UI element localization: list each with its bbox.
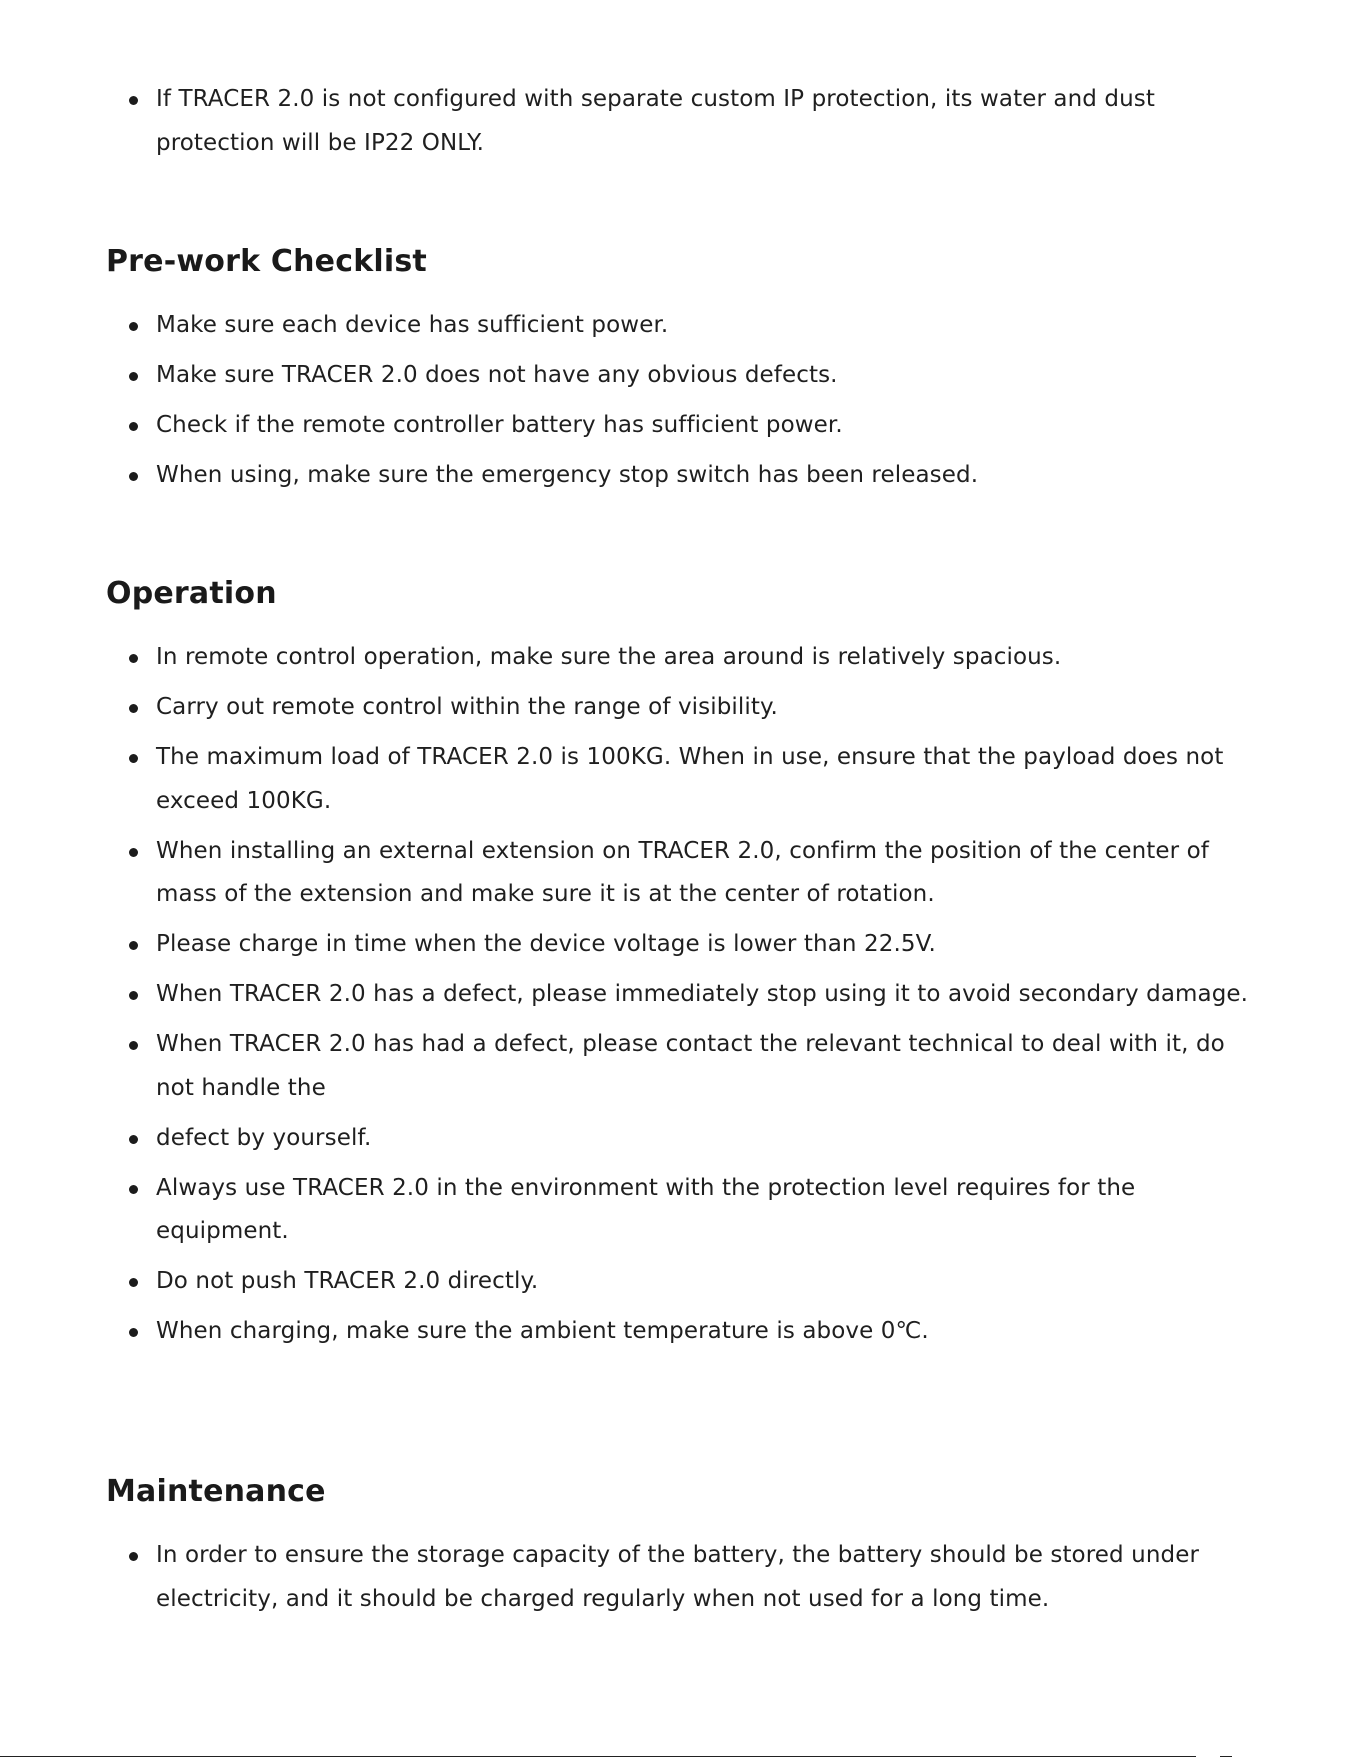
bullet-dot (129, 1552, 138, 1561)
list-item (106, 1023, 1256, 1110)
list-item (106, 454, 1256, 498)
list-item-text: Always use TRACER 2.0 in the environment with the protection level requires for the equipment. (156, 1174, 1136, 1244)
bullet-dot (129, 422, 138, 431)
bullet-dot (129, 472, 138, 481)
bullet-dot (129, 704, 138, 713)
operation-list (106, 636, 1256, 1360)
list-item-text: When charging, make sure the ambient temperature is above 0℃. (156, 1318, 929, 1344)
bullet-dot (129, 1185, 138, 1194)
list-item-text: In order to ensure the storage capacity of the battery, the battery should be stored under electricity, and it should be charged regularly when not used for a long time. (156, 1542, 1199, 1612)
list-item (106, 304, 1256, 348)
list-item (106, 973, 1256, 1017)
list-item (106, 354, 1256, 398)
list-item-text: Check if the remote controller battery has sufficient power. (156, 412, 843, 438)
section-title-maintenance: Maintenance (106, 1474, 326, 1509)
list-item-text: When installing an external extension on TRACER 2.0, confirm the position of the center of mass of the extension and make sure it is at the center of rotation. (156, 837, 1209, 907)
bullet-dot (129, 96, 138, 105)
prework-list (106, 304, 1256, 504)
bullet-dot (129, 1041, 138, 1050)
list-item-text: Do not push TRACER 2.0 directly. (156, 1268, 539, 1294)
list-item-text: Carry out remote control within the range of visibility. (156, 694, 778, 720)
list-item-text: When TRACER 2.0 has had a defect, please contact the relevant technical to deal with it, do not handle the (156, 1031, 1225, 1101)
bullet-dot (129, 1328, 138, 1337)
list-item (106, 1117, 1256, 1161)
list-item-text: In remote control operation, make sure the area around is relatively spacious. (156, 644, 1062, 670)
list-item-text: When using, make sure the emergency stop switch has been released. (156, 462, 979, 488)
bullet-dot (129, 1278, 138, 1287)
list-item-text: Make sure each device has sufficient power. (156, 312, 669, 338)
intro-list (106, 78, 1256, 172)
list-item-text: When TRACER 2.0 has a defect, please immediately stop using it to avoid secondary damage. (156, 981, 1249, 1007)
maintenance-list (106, 1534, 1256, 1628)
bullet-dot (129, 991, 138, 1000)
list-item (106, 1534, 1256, 1621)
section-title-operation: Operation (106, 576, 277, 611)
bullet-dot (129, 372, 138, 381)
list-item (106, 830, 1256, 917)
bullet-dot (129, 941, 138, 950)
bullet-dot (129, 654, 138, 663)
list-item-text: Make sure TRACER 2.0 does not have any obvious defects. (156, 362, 838, 388)
list-item (106, 404, 1256, 448)
list-item-text: If TRACER 2.0 is not configured with separate custom IP protection, its water and dust protection will be IP22 ONLY. (156, 86, 1155, 156)
bullet-dot (129, 322, 138, 331)
bullet-dot (129, 848, 138, 857)
list-item (106, 736, 1256, 823)
list-item-text: The maximum load of TRACER 2.0 is 100KG. When in use, ensure that the payload does not exceed 100KG. (156, 744, 1224, 814)
list-item (106, 636, 1256, 680)
list-item (106, 1260, 1256, 1304)
list-item (106, 923, 1256, 967)
list-item (106, 1310, 1256, 1354)
footer-tick (1220, 1756, 1232, 1757)
bullet-dot (129, 1135, 138, 1144)
bullet-dot (129, 754, 138, 763)
list-item-text: Please charge in time when the device voltage is lower than 22.5V. (156, 931, 936, 957)
list-item-text: defect by yourself. (156, 1124, 372, 1151)
footer-rule (0, 1756, 1196, 1757)
list-item (106, 686, 1256, 730)
list-item (106, 1167, 1256, 1254)
section-title-prework: Pre-work Checklist (106, 244, 427, 279)
list-item (106, 78, 1256, 165)
